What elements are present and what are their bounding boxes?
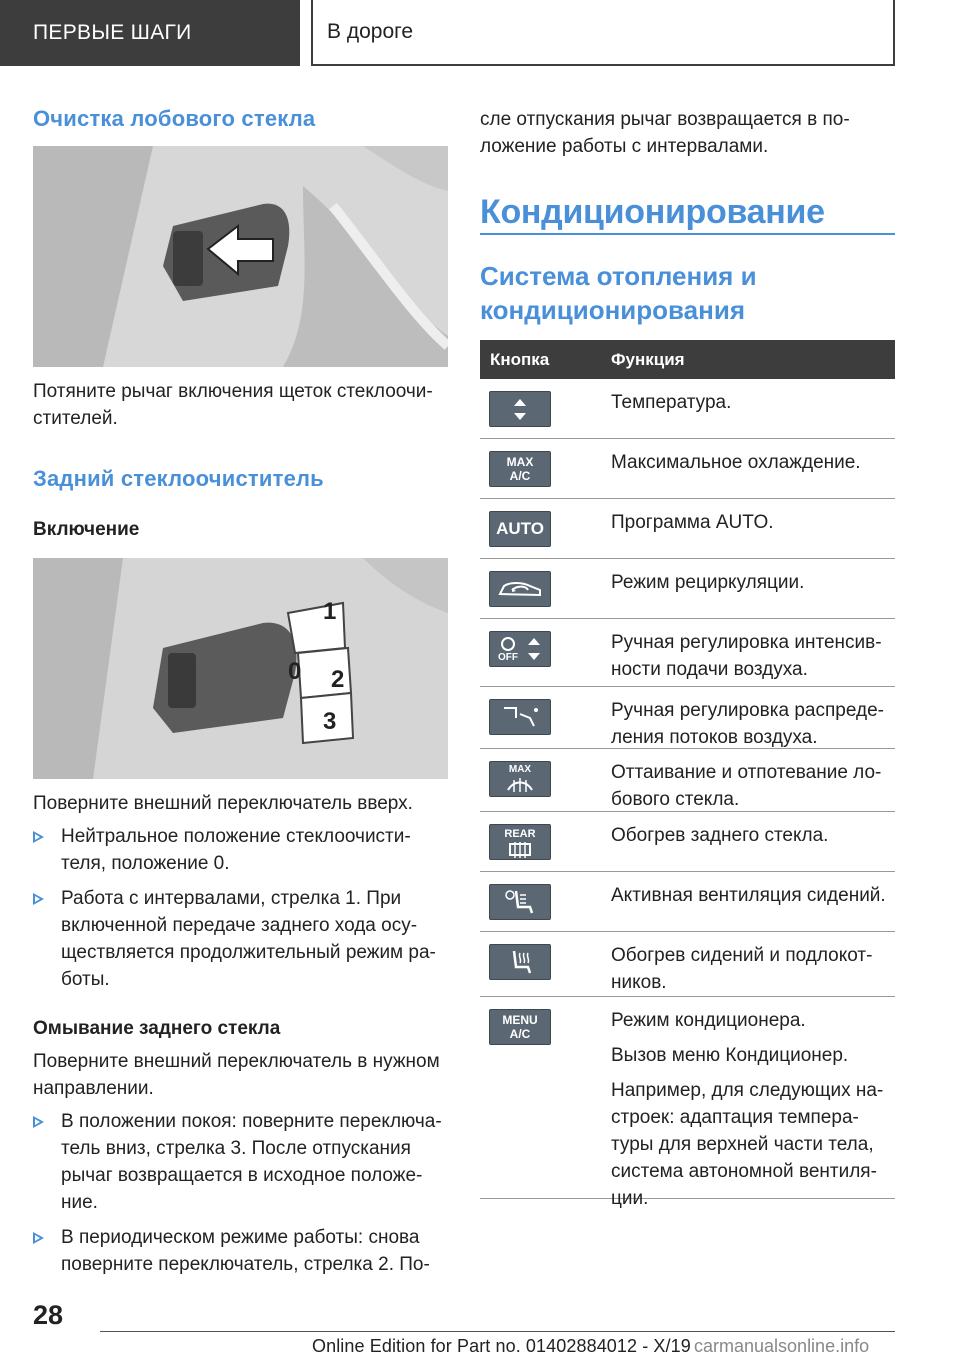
icon-label: OFF — [498, 652, 518, 663]
text-line: рычаг возвращается в исходное положе- — [61, 1165, 423, 1186]
text-line: направлении. — [33, 1078, 154, 1099]
column-header-button: Кнопка — [490, 350, 550, 369]
wiper-lever-photo — [33, 146, 448, 367]
chapter-title: В дороге — [311, 0, 895, 66]
text-line: Обогрев заднего стекла. — [611, 825, 829, 846]
page-number: 28 — [33, 1300, 64, 1330]
fan-speed-icon — [489, 631, 551, 667]
bullet-triangle-icon — [33, 1232, 44, 1244]
table-row — [480, 812, 895, 872]
continued-text — [480, 106, 895, 160]
position-label-1: 1 — [323, 598, 337, 625]
table-row — [480, 932, 895, 997]
position-label-0: 0 — [288, 658, 302, 685]
climate-buttons-table — [480, 340, 895, 1209]
text-line: Поверните внешний переключатель в нужном — [33, 1051, 440, 1072]
text-line: В положении покоя: поверните переключа- — [61, 1111, 442, 1132]
text-line: Ручная регулировка интенсив- — [611, 632, 882, 653]
section-title: ПЕРВЫЕ ШАГИ — [0, 0, 300, 66]
list-item — [33, 823, 448, 877]
text-line: включенной передаче заднего хода осу- — [61, 915, 418, 936]
function-text — [611, 759, 891, 813]
position-label-2: 2 — [331, 666, 345, 693]
text-line: Система отопления и — [480, 261, 757, 291]
seat-ventilation-icon — [489, 884, 551, 920]
rear-defrost-icon — [489, 824, 551, 860]
heading-climate-control: Кондиционирование — [480, 193, 825, 231]
text-line: туры для верхней части тела, — [611, 1134, 874, 1155]
text-line: Нейтральное положение стеклоочисти- — [61, 826, 411, 847]
heading-rear-washer: Омывание заднего стекла — [33, 1018, 281, 1039]
text-line: Максимальное охлаждение. — [611, 452, 861, 473]
text-line: Программа AUTO. — [611, 512, 774, 533]
function-text — [611, 1007, 891, 1212]
table-row — [480, 872, 895, 932]
text-line: теля, положение 0. — [61, 853, 230, 874]
function-text — [611, 942, 891, 996]
table-row — [480, 439, 895, 499]
function-text — [611, 509, 891, 536]
text-line: Режим рециркуляции. — [611, 572, 805, 593]
bullet-triangle-icon — [33, 893, 44, 905]
text-line: Режим кондиционера. — [611, 1010, 806, 1031]
max-defrost-icon — [489, 761, 551, 797]
temperature-updown-icon — [489, 391, 551, 427]
text-line: боты. — [61, 969, 110, 990]
text-line: В периодическом режиме работы: снова — [61, 1227, 420, 1248]
bullet-list-washer — [33, 1108, 448, 1278]
icon-label: MENU A/C — [502, 1013, 538, 1041]
text-line: Обогрев сидений и подлокот- — [611, 945, 873, 966]
text-line: ников. — [611, 972, 667, 993]
text-line: Оттаивание и отпотевание ло- — [611, 762, 882, 783]
text-line: Работа с интервалами, стрелка 1. При — [61, 888, 402, 909]
max-ac-icon — [489, 451, 551, 487]
wiper-instruction — [33, 378, 448, 432]
heading-windshield-cleaning: Очистка лобового стекла — [33, 106, 316, 131]
rear-wiper-switch-photo — [33, 558, 448, 779]
heading-rear-wiper: Задний стеклоочиститель — [33, 466, 324, 491]
table-row — [480, 559, 895, 619]
switch-up-text: Поверните внешний переключатель вверх. — [33, 793, 413, 814]
list-item — [33, 1224, 448, 1278]
text-line: Ручная регулировка распреде- — [611, 700, 884, 721]
text-line: Температура. — [611, 392, 732, 413]
text-line: ности подачи воздуха. — [611, 659, 808, 680]
text-line: ложение работы с интервалами. — [480, 136, 769, 157]
text-line: ции. — [611, 1188, 649, 1209]
column-header-function: Функция — [611, 350, 685, 369]
table-row — [480, 749, 895, 812]
function-text — [611, 697, 891, 751]
heading-heating-ac-system — [480, 259, 895, 327]
table-header — [480, 340, 895, 379]
air-distribution-icon — [489, 699, 551, 735]
recirculation-icon — [489, 571, 551, 607]
menu-ac-icon — [489, 1009, 551, 1045]
text-line: система автономной вентиля- — [611, 1161, 877, 1182]
table-row — [480, 997, 895, 1209]
auto-icon — [489, 511, 551, 547]
text-line: кондиционирования — [480, 295, 746, 325]
position-label-3: 3 — [323, 708, 337, 735]
text-line: Вызов меню Кондиционер. — [611, 1045, 849, 1066]
list-item — [33, 885, 448, 993]
function-text — [611, 389, 891, 416]
text-line: Активная вентиляция сидений. — [611, 885, 886, 906]
washer-instruction — [33, 1048, 448, 1102]
watermark: carmanualsonline.info — [694, 1336, 870, 1356]
heading-switch-on: Включение — [33, 519, 140, 540]
edition-note: Online Edition for Part no. 01402884012 - X/19 — [312, 1336, 691, 1356]
text-line: Потяните рычаг включения щеток стеклоочи- — [33, 381, 433, 402]
list-item — [33, 1108, 448, 1216]
icon-label: MAX — [508, 764, 532, 775]
icon-label: REAR — [504, 828, 536, 840]
bullet-list-positions — [33, 823, 448, 993]
text-line: бового стекла. — [611, 789, 740, 810]
function-text — [611, 882, 891, 909]
icon-label: MAX A/C — [506, 455, 534, 483]
bullet-triangle-icon — [33, 831, 44, 843]
table-row — [480, 379, 895, 439]
text-line: Например, для следующих на- — [611, 1080, 884, 1101]
function-text — [611, 449, 891, 476]
table-row — [480, 687, 895, 749]
function-text — [611, 822, 891, 849]
text-line: тель вниз, стрелка 3. После отпускания — [61, 1138, 411, 1159]
icon-label: AUTO — [496, 519, 544, 538]
text-line: сле отпускания рычаг возвращается в по- — [480, 109, 850, 130]
text-line: ления потоков воздуха. — [611, 727, 818, 748]
table-row — [480, 619, 895, 687]
seat-heating-icon — [489, 944, 551, 980]
table-row — [480, 499, 895, 559]
bullet-triangle-icon — [33, 1116, 44, 1128]
text-line: строек: адаптация темпера- — [611, 1107, 859, 1128]
divider — [480, 233, 895, 235]
text-line: стителей. — [33, 408, 118, 429]
text-line: поверните переключатель, стрелка 2. По- — [61, 1254, 430, 1275]
text-line: ние. — [61, 1192, 98, 1213]
footer-divider — [100, 1331, 895, 1332]
function-text — [611, 569, 891, 596]
text-line: ществляется продолжительный режим ра- — [61, 942, 436, 963]
function-text — [611, 629, 891, 683]
